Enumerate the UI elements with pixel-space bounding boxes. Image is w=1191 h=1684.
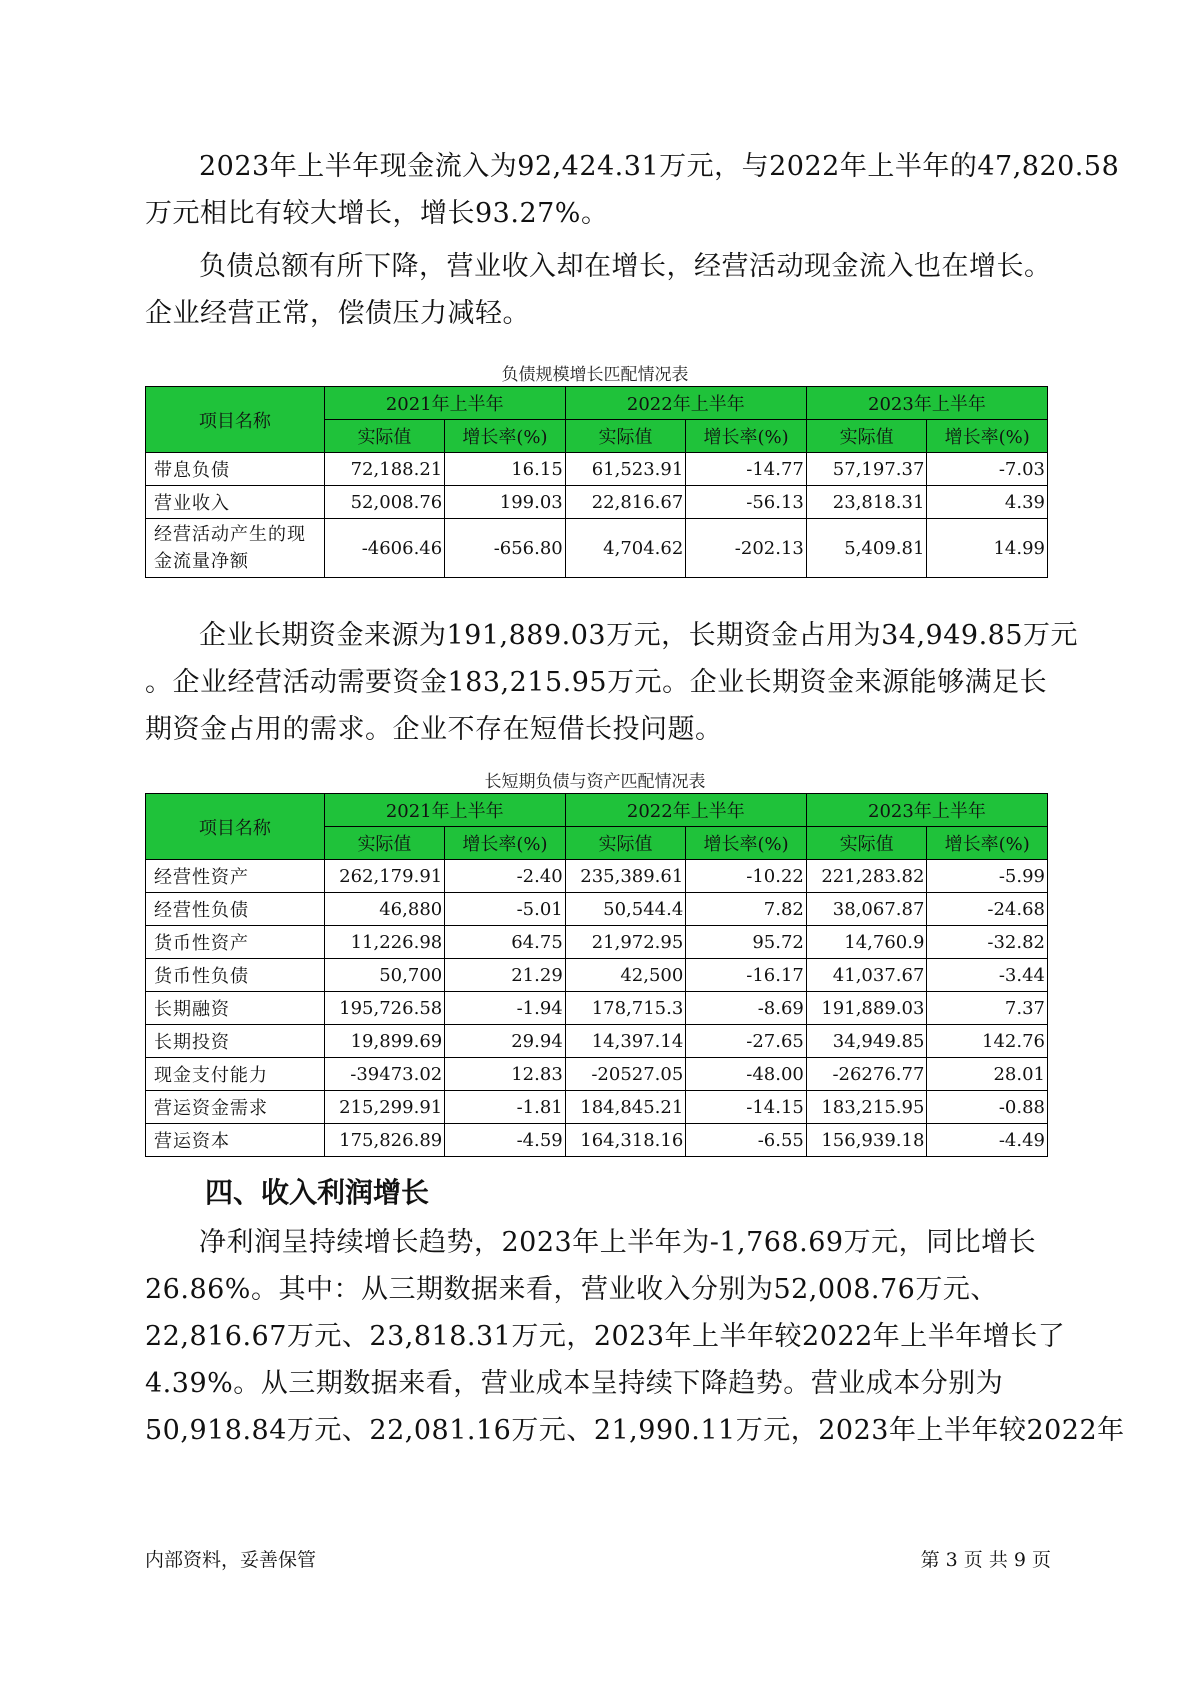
cell-value: -14.15 [686, 1091, 807, 1124]
cell-value: -8.69 [686, 992, 807, 1025]
text-line: 26.86%。其中：从三期数据来看，营业收入分别为52,008.76万元、 [145, 1274, 998, 1305]
cell-value: 95.72 [686, 926, 807, 959]
paragraph-profit-growth [145, 1219, 1125, 1454]
cell-value: -0.88 [927, 1091, 1048, 1124]
table-row [146, 926, 1048, 959]
cell-value: 14,397.14 [565, 1025, 686, 1058]
cell-value: 4.39 [927, 486, 1048, 519]
growth-rate-header: 增长率(%) [445, 827, 566, 860]
period-header: 2021年上半年 [324, 794, 565, 827]
cell-value: 50,700 [324, 959, 445, 992]
cell-value: 28.01 [927, 1058, 1048, 1091]
paragraph-debt-summary [145, 243, 1060, 337]
cell-value: -24.68 [927, 893, 1048, 926]
growth-rate-header: 增长率(%) [927, 827, 1048, 860]
row-label: 营业收入 [146, 486, 325, 519]
growth-rate-header: 增长率(%) [686, 420, 807, 453]
cell-value: 191,889.03 [806, 992, 927, 1025]
cell-value: 21,972.95 [565, 926, 686, 959]
cell-value: -202.13 [686, 519, 807, 578]
row-label: 带息负债 [146, 453, 325, 486]
cell-value: -4.49 [927, 1124, 1048, 1157]
growth-rate-header: 增长率(%) [927, 420, 1048, 453]
cell-value: 72,188.21 [324, 453, 445, 486]
section-heading: 四、收入利润增长 [205, 1176, 430, 1209]
table-row [146, 1124, 1048, 1157]
period-header: 2022年上半年 [565, 387, 806, 420]
text-line: 企业长期资金来源为191,889.03万元，长期资金占用为34,949.85万元 [199, 620, 1079, 651]
cell-value: -14.77 [686, 453, 807, 486]
cell-value: 23,818.31 [806, 486, 927, 519]
cell-value: -56.13 [686, 486, 807, 519]
table-row [146, 453, 1048, 486]
cell-value: -5.99 [927, 860, 1048, 893]
growth-rate-header: 增长率(%) [686, 827, 807, 860]
cell-value: 19,899.69 [324, 1025, 445, 1058]
text-line: 。企业经营活动需要资金183,215.95万元。企业长期资金来源能够满足长 [145, 667, 1048, 698]
row-label-line: 金流量净额 [154, 551, 249, 572]
cell-value: 4,704.62 [565, 519, 686, 578]
cell-value: 57,197.37 [806, 453, 927, 486]
cell-value: -4606.46 [324, 519, 445, 578]
row-label: 现金支付能力 [146, 1058, 325, 1091]
period-header: 2022年上半年 [565, 794, 806, 827]
liability-asset-match-table [145, 793, 1048, 1157]
actual-value-header: 实际值 [806, 827, 927, 860]
row-label [146, 519, 325, 578]
cell-value: -27.65 [686, 1025, 807, 1058]
cell-value: 183,215.95 [806, 1091, 927, 1124]
cell-value: 50,544.4 [565, 893, 686, 926]
row-label: 营运资本 [146, 1124, 325, 1157]
text-line: 22,816.67万元、23,818.31万元，2023年上半年较2022年上半年增长了 [145, 1321, 1066, 1352]
cell-value: -1.81 [445, 1091, 566, 1124]
cell-value: 235,389.61 [565, 860, 686, 893]
table-row [146, 1091, 1048, 1124]
cell-value: -39473.02 [324, 1058, 445, 1091]
cell-value: 46,880 [324, 893, 445, 926]
text-line: 净利润呈持续增长趋势，2023年上半年为-1,768.69万元，同比增长 [199, 1227, 1037, 1258]
table1-caption: 负债规模增长匹配情况表 [501, 365, 689, 385]
cell-value: 7.37 [927, 992, 1048, 1025]
cell-value: -7.03 [927, 453, 1048, 486]
period-header: 2023年上半年 [806, 794, 1047, 827]
cell-value: -20527.05 [565, 1058, 686, 1091]
cell-value: 21.29 [445, 959, 566, 992]
actual-value-header: 实际值 [324, 420, 445, 453]
text-line: 50,918.84万元、22,081.16万元、21,990.11万元，2023年上半年较2022年 [145, 1415, 1125, 1446]
row-label: 货币性资产 [146, 926, 325, 959]
period-header: 2021年上半年 [324, 387, 565, 420]
cell-value: -656.80 [445, 519, 566, 578]
text-line: 2023年上半年现金流入为92,424.31万元，与2022年上半年的47,820.58 [199, 151, 1120, 182]
cell-value: 52,008.76 [324, 486, 445, 519]
actual-value-header: 实际值 [565, 420, 686, 453]
cell-value: -3.44 [927, 959, 1048, 992]
cell-value: 215,299.91 [324, 1091, 445, 1124]
cell-value: 42,500 [565, 959, 686, 992]
cell-value: -48.00 [686, 1058, 807, 1091]
cell-value: -5.01 [445, 893, 566, 926]
cell-value: 175,826.89 [324, 1124, 445, 1157]
text-line: 负债总额有所下降，营业收入却在增长，经营活动现金流入也在增长。 [199, 251, 1052, 282]
cell-value: 16.15 [445, 453, 566, 486]
cell-value: -16.17 [686, 959, 807, 992]
cell-value: -2.40 [445, 860, 566, 893]
growth-rate-header: 增长率(%) [445, 420, 566, 453]
cell-value: 29.94 [445, 1025, 566, 1058]
actual-value-header: 实际值 [565, 827, 686, 860]
text-line: 期资金占用的需求。企业不存在短借长投问题。 [145, 714, 723, 745]
cell-value: 14.99 [927, 519, 1048, 578]
cell-value: 5,409.81 [806, 519, 927, 578]
row-label-line: 经营活动产生的现 [154, 524, 306, 545]
cell-value: 164,318.16 [565, 1124, 686, 1157]
cell-value: 195,726.58 [324, 992, 445, 1025]
table-row [146, 893, 1048, 926]
row-label: 货币性负债 [146, 959, 325, 992]
table2-caption: 长短期负债与资产匹配情况表 [484, 772, 706, 792]
table-row [146, 519, 1048, 578]
cell-value: 22,816.67 [565, 486, 686, 519]
cell-value: 199.03 [445, 486, 566, 519]
cell-value: 156,939.18 [806, 1124, 927, 1157]
row-label: 经营性负债 [146, 893, 325, 926]
table-row [146, 860, 1048, 893]
footer-confidential-note: 内部资料，妥善保管 [145, 1549, 317, 1571]
cell-value: -6.55 [686, 1124, 807, 1157]
cell-value: 34,949.85 [806, 1025, 927, 1058]
cell-value: 11,226.98 [324, 926, 445, 959]
cell-value: 262,179.91 [324, 860, 445, 893]
actual-value-header: 实际值 [806, 420, 927, 453]
table-row [146, 1058, 1048, 1091]
paragraph-cash-inflow [145, 143, 1120, 237]
cell-value: 7.82 [686, 893, 807, 926]
cell-value: 221,283.82 [806, 860, 927, 893]
cell-value: -1.94 [445, 992, 566, 1025]
cell-value: 178,715.3 [565, 992, 686, 1025]
debt-growth-table [145, 386, 1048, 578]
cell-value: 12.83 [445, 1058, 566, 1091]
cell-value: -10.22 [686, 860, 807, 893]
row-label: 长期融资 [146, 992, 325, 1025]
cell-value: 14,760.9 [806, 926, 927, 959]
table-row [146, 486, 1048, 519]
table-row [146, 992, 1048, 1025]
cell-value: -26276.77 [806, 1058, 927, 1091]
paragraph-long-term-funds [145, 612, 1079, 753]
footer-page-number: 第 3 页 共 9 页 [920, 1549, 1051, 1571]
table-row [146, 1025, 1048, 1058]
cell-value: 64.75 [445, 926, 566, 959]
cell-value: -4.59 [445, 1124, 566, 1157]
row-label: 营运资金需求 [146, 1091, 325, 1124]
text-line: 企业经营正常，偿债压力减轻。 [145, 298, 530, 329]
cell-value: 61,523.91 [565, 453, 686, 486]
actual-value-header: 实际值 [324, 827, 445, 860]
cell-value: 41,037.67 [806, 959, 927, 992]
item-name-header: 项目名称 [146, 794, 325, 860]
text-line: 万元相比有较大增长，增长93.27%。 [145, 198, 609, 229]
item-name-header: 项目名称 [146, 387, 325, 453]
cell-value: 142.76 [927, 1025, 1048, 1058]
table2-body [146, 860, 1048, 1157]
text-line: 4.39%。从三期数据来看，营业成本呈持续下降趋势。营业成本分别为 [145, 1368, 1004, 1399]
cell-value: 38,067.87 [806, 893, 927, 926]
cell-value: -32.82 [927, 926, 1048, 959]
period-header: 2023年上半年 [806, 387, 1047, 420]
cell-value: 184,845.21 [565, 1091, 686, 1124]
table-row [146, 959, 1048, 992]
row-label: 经营性资产 [146, 860, 325, 893]
row-label: 长期投资 [146, 1025, 325, 1058]
